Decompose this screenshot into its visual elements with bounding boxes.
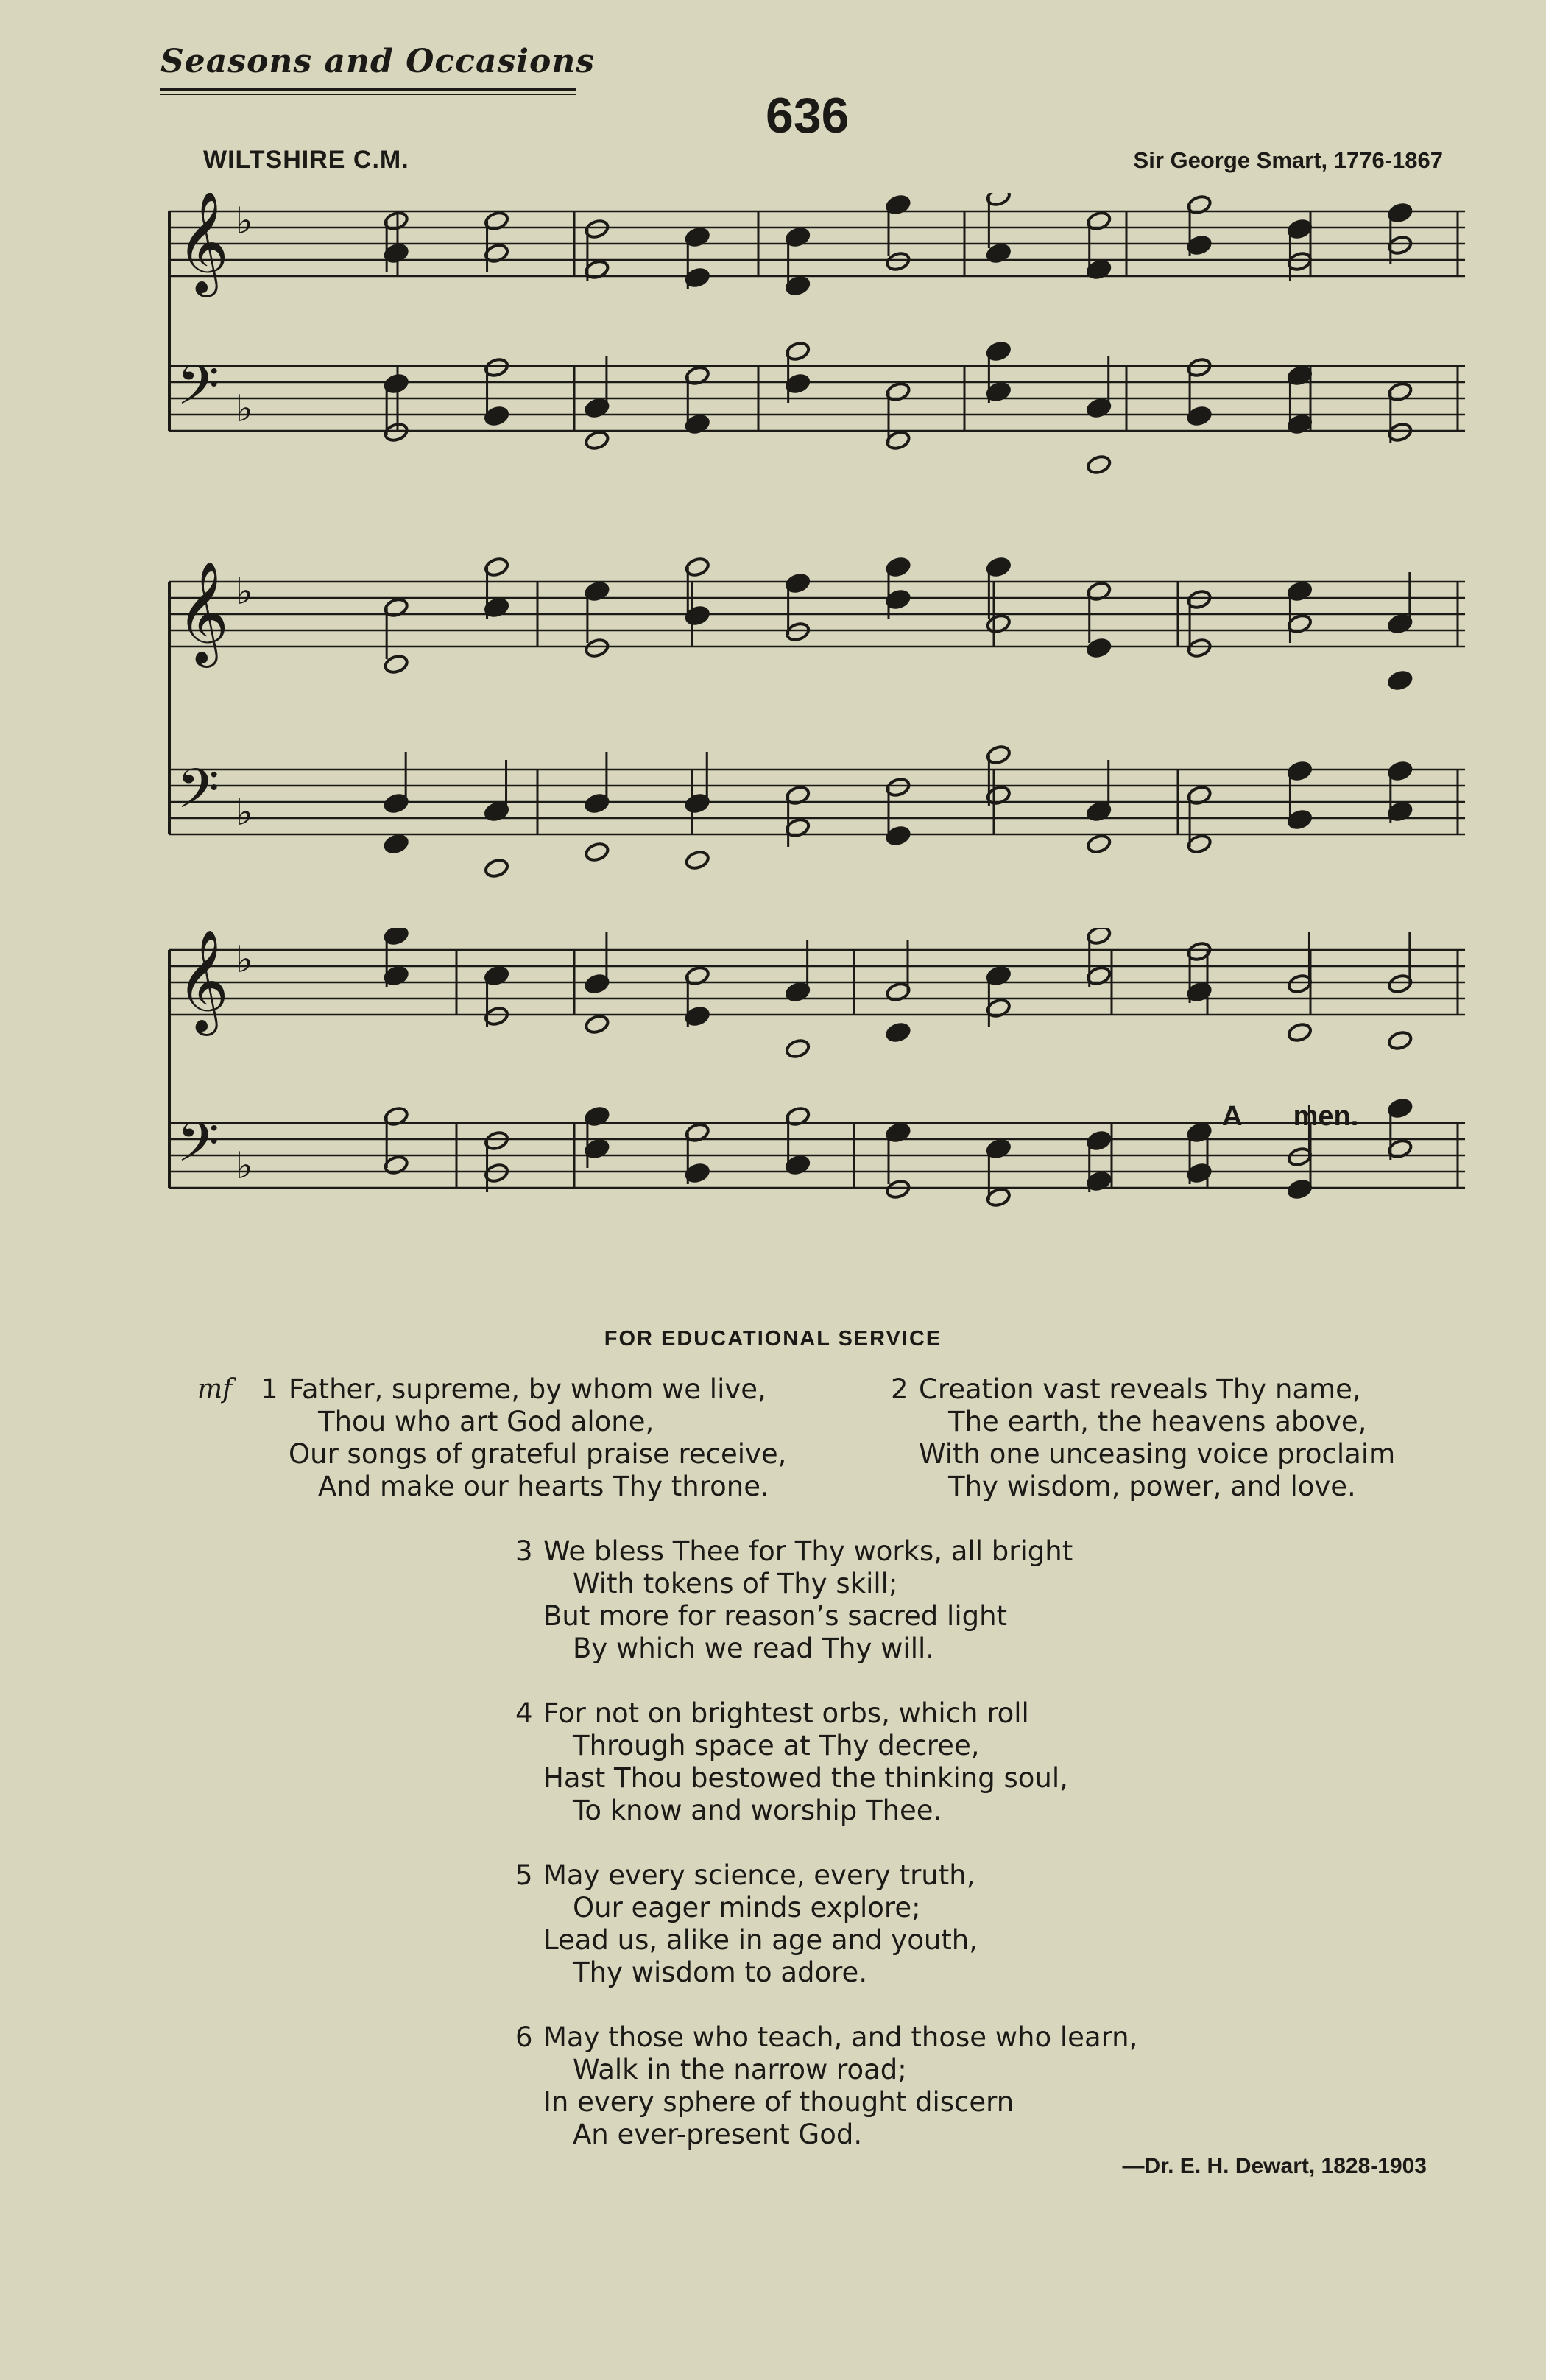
hymn-number: 636 — [766, 88, 850, 144]
treble-clef: 𝄞 — [177, 561, 229, 663]
verse-3 — [515, 1535, 1073, 1665]
verse-line: Our songs of grateful praise receive, — [289, 1438, 787, 1470]
verse-line: An ever-present God. — [573, 2119, 863, 2150]
verse-line: The earth, the heavens above, — [948, 1406, 1367, 1437]
note-head — [1086, 833, 1112, 854]
verse-line: To know and worship Thee. — [573, 1795, 942, 1826]
note-head — [584, 429, 610, 451]
flat-sign: ♭ — [236, 200, 253, 242]
verse-line: Our eager minds explore; — [573, 1892, 921, 1923]
verse-line: Thy wisdom to adore. — [573, 1957, 868, 1988]
note-head — [1287, 1178, 1313, 1200]
verse-line: By which we read Thy will. — [573, 1633, 935, 1664]
verse-number: 2 — [891, 1373, 908, 1405]
note-head — [885, 1021, 911, 1043]
verse-number: 4 — [515, 1697, 533, 1729]
verse-line: Walk in the narrow road; — [573, 2054, 907, 2085]
verse-5 — [515, 1859, 978, 1989]
note-head — [484, 857, 509, 879]
verse-line: Thou who art God alone, — [318, 1406, 654, 1437]
flat-sign: ♭ — [236, 387, 253, 430]
occasion-heading: FOR EDUCATIONAL SERVICE — [604, 1327, 942, 1351]
dynamic-marking: mf — [197, 1374, 233, 1404]
composer-credit: Sir George Smart, 1776-1867 — [1133, 147, 1443, 173]
note-head — [1387, 669, 1413, 691]
flat-sign: ♭ — [236, 938, 253, 981]
note-head — [584, 841, 610, 862]
verse-line: With tokens of Thy skill; — [573, 1568, 898, 1599]
section-header: Seasons and Occasions — [160, 43, 596, 80]
note-head — [1086, 454, 1112, 475]
verse-line: With one unceasing voice proclaim — [919, 1438, 1396, 1470]
note-head — [785, 1038, 811, 1059]
verse-line: Father, supreme, by whom we live, — [289, 1373, 766, 1405]
header-rule — [160, 88, 576, 91]
amen-lyric: A men. — [1222, 1101, 1359, 1132]
verse-line: May every science, every truth, — [543, 1859, 975, 1891]
note-head — [1387, 1029, 1413, 1051]
verse-line: But more for reason’s sacred light — [543, 1600, 1008, 1632]
verse-line: Hast Thou bestowed the thinking soul, — [543, 1762, 1068, 1794]
music-system-1 — [162, 193, 1472, 517]
verse-line: Thy wisdom, power, and love. — [948, 1471, 1356, 1502]
verse-line: Through space at Thy decree, — [573, 1730, 980, 1761]
verse-line: And make our hearts Thy throne. — [318, 1471, 769, 1502]
flat-sign: ♭ — [236, 570, 253, 613]
flat-sign: ♭ — [236, 791, 253, 834]
header-rule-thin — [160, 94, 576, 95]
verse-line: For not on brightest orbs, which roll — [543, 1697, 1029, 1729]
flat-sign: ♭ — [236, 1144, 253, 1187]
treble-clef: 𝄞 — [177, 929, 229, 1032]
verse-number: 1 — [261, 1373, 278, 1405]
verse-number: 3 — [515, 1535, 533, 1567]
note-head — [384, 833, 409, 854]
verse-4 — [515, 1697, 1068, 1827]
verse-6 — [515, 2021, 1137, 2151]
note-head — [1287, 1021, 1313, 1043]
verse-number: 5 — [515, 1859, 533, 1891]
verse-number: 6 — [515, 2021, 533, 2053]
verse-1 — [261, 1373, 786, 1503]
verse-line: Creation vast reveals Thy name, — [919, 1373, 1361, 1405]
note-head — [685, 849, 710, 870]
bass-clef: 𝄢 — [177, 1110, 219, 1188]
verse-line: Lead us, alike in age and youth, — [543, 1924, 978, 1956]
bass-clef: 𝄢 — [177, 353, 219, 431]
verse-line: We bless Thee for Thy works, all bright — [543, 1535, 1073, 1567]
verse-line: May those who teach, and those who learn, — [543, 2021, 1138, 2053]
verse-2 — [891, 1373, 1395, 1503]
author-credit: —Dr. E. H. Dewart, 1828-1903 — [1122, 2154, 1427, 2178]
note-head — [584, 1013, 610, 1035]
treble-clef: 𝄞 — [177, 193, 229, 293]
music-system-2 — [162, 549, 1472, 917]
verse-line: In every sphere of thought discern — [543, 2086, 1014, 2118]
tune-name: WILTSHIRE C.M. — [203, 146, 409, 174]
bass-clef: 𝄢 — [177, 757, 219, 834]
